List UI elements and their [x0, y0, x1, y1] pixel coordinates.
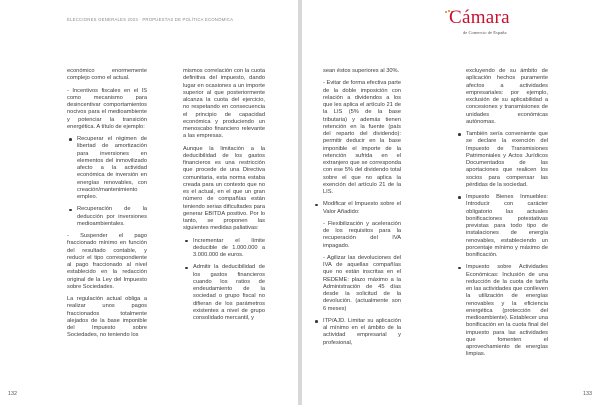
running-header: ELECCIONES GENERALES 2023 · PROPUESTAS DE POLÍTICA ECONÓMICA: [67, 17, 234, 22]
left-page: [0, 0, 298, 405]
right-page: [302, 0, 600, 405]
list-item: También sería conveniente que se declare la exención del Impuesto de Transmisiones Patrimoniales y Actos Jurídicos Documentados de las aportaciones que realicen los socios para compensar las pérdidas de la sociedad.: [456, 131, 548, 189]
list-item: Recuperación de la deducción por inversiones medioambientales.: [67, 206, 147, 228]
paragraph: La regulación actual obliga a realizar unos pagos fraccionados totalmente alejados de la base imponible del Impuesto sobre Sociedades, no teniendo los: [67, 296, 147, 339]
text-column-1: [67, 68, 147, 345]
text-column-3: [313, 68, 401, 352]
paragraph: sean éstos superiores al 30%.: [323, 68, 400, 74]
list-item: ITP/AJD. Limitar su aplicación al mínimo en el ámbito de la actividad empresarial y profesional,: [313, 318, 401, 347]
paragraph: - Suspender el pago fraccionado mínimo en función del resultado contable, y reducir el tipo correspondiente al pago fraccionado al nivel establecido en la redacción original de la Ley del Impuesto sobre Sociedades.: [67, 233, 147, 290]
paragraph: - Evitar de forma efectiva parte de la doble imposición con relación a dividendos a los que les aplica el artículo 21 de la LIS (5% de la base tributaria) y además tienen retención en la fuente (país del reparto del dividendo): permitir deducir en la base imponible el importe de la retención sufrida en el extranjero que se corresponda con ese 5% del dividendo total sobre el que no aplica la exención del artículo 21 de la LIS.: [323, 80, 401, 195]
page-number-right: 133: [583, 391, 592, 397]
paragraph: mismos correlación con la cuota definitiva del impuesto, dando lugar en ocasiones a un importe superior al que posteriormente alcanza la cuota del ejercicio, no respetando en consecuencia el principio de capacidad económica y produciendo un menoscabo financiero relevante a las empresas.: [183, 68, 265, 140]
bullet-list: [183, 238, 265, 323]
paragraph: - Incentivos fiscales en el IS como mecanismo para desincentivar comportamientos nocivos para el medioambiente y potenciar la transición energética. A título de ejemplo:: [67, 87, 147, 130]
paragraph: económico enormemente complejo como el actual.: [67, 68, 147, 82]
paragraph: - Agilizar las devoluciones del IVA de aquellas compañías que no están inscritas en el REDEME: plazo máximo a la Administración de 45 días desde la solicitud de la devolución. (actualmente son 6 meses): [323, 254, 401, 312]
bullet-list: [313, 318, 401, 347]
text-column-2: [183, 68, 265, 327]
paragraph: excluyendo de su ámbito de aplicación hechos puramente afectos a actividades empresariales: por ejemplo, exclusión de su aplicabilidad a concesiones y transmisiones de unidades económicas autónomas.: [466, 68, 548, 125]
list-item: Admitir la deducibilidad de los gastos financieros cuando los ratios de endeudamiento de la sociedad o grupo fiscal no difieran de los parámetros existentes a nivel de grupo consolidado mercantil, y: [183, 264, 265, 322]
list-item: Impuesto sobre Actividades Económicas: Inclusión de una reducción de la cuota de tarifa en las actividades que conlleven la utilización de energías renovables y la eficiencia energética (protección del medioambiente). Establecer una bonificación en la cuota final del impuesto para las actividades que fomenten el aprovechamiento de energías limpias.: [456, 264, 548, 358]
logo-wordmark: Cámara: [449, 7, 510, 28]
paragraph: - Flexibilización y aceleración de los requisitos para la recuperación del IVA impagado.: [323, 220, 401, 249]
list-item: Impuesto Bienes Inmuebles: Introducir con carácter obligatorio las actuales bonificaciones potestativas previstas para todo tipo de instalaciones de energía renovables, estableciendo un porcentaje mínimo y máximo de bonificación.: [456, 194, 548, 259]
bullet-list: [456, 131, 548, 359]
text-column-4: [456, 68, 548, 364]
logo-subtitle: de Comercio de España: [463, 30, 507, 35]
bullet-list: [67, 136, 147, 228]
paragraph: Aunque la limitación a la deducibilidad de los gastos financieros es una restricción que procede de una Directiva comunitaria, esta norma estaba creada para un contexto que no es el actual, en el que un gran número de compañías están teniendo serias dificultades para generar EBITDA positivo. Por lo tanto, se proponen las siguientes medidas paliativas:: [183, 145, 265, 232]
list-item: Modificar el Impuesto sobre el Valor Añadido:: [313, 201, 401, 216]
page-number-left: 132: [8, 391, 17, 397]
camara-logo: [441, 9, 521, 39]
list-item: Incrementar el límite deducible de 1.000.000 a 3.000.000 de euros.: [183, 238, 265, 260]
bullet-list: [313, 201, 401, 216]
list-item: Recuperar el régimen de libertad de amortización para inversiones en elementos del inmovilizado afecto a la actividad económica de inversión en energías renovables, con creación/mantenimiento empleo.: [67, 136, 147, 201]
